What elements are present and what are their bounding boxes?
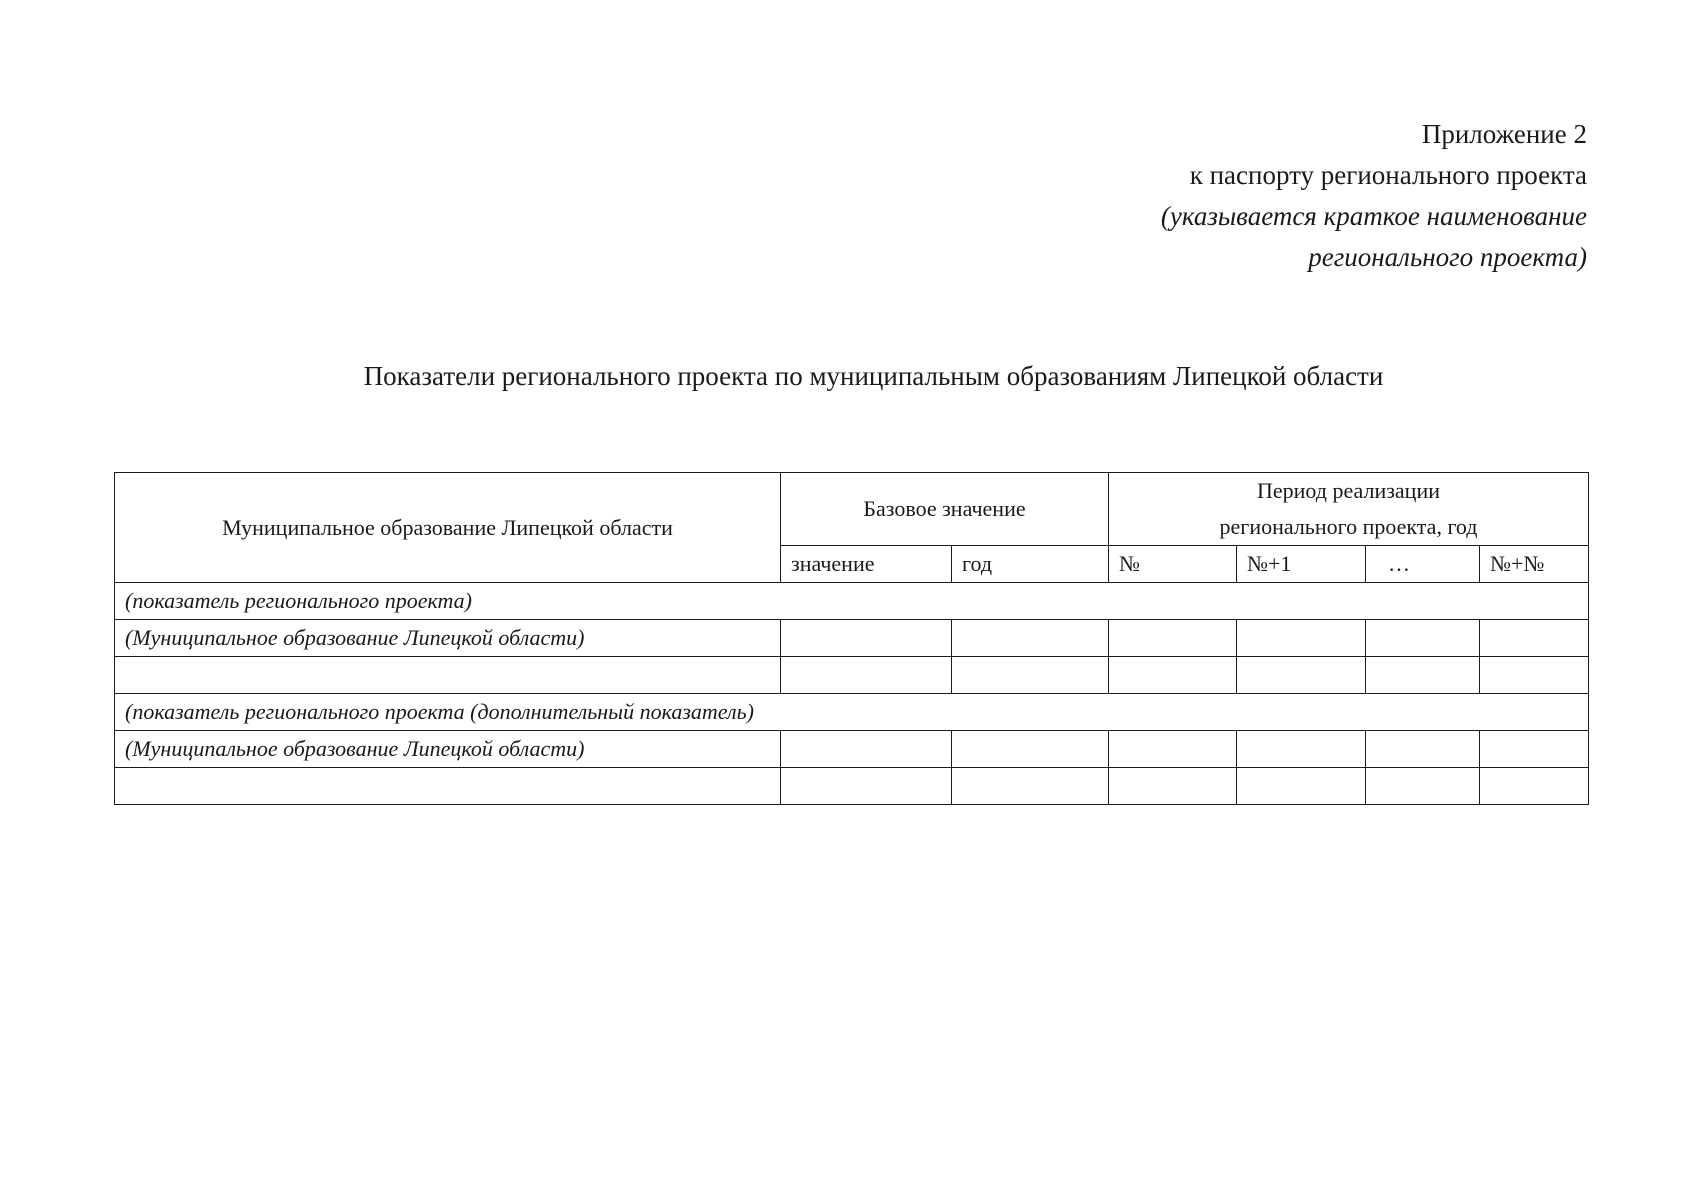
table-cell [781,768,952,805]
indicators-table [114,472,1589,805]
table-cell [1480,768,1589,805]
table-cell [952,731,1109,768]
subheader-year-nn: №+№ [1480,546,1589,583]
appendix-block [1161,114,1587,278]
subheader-year-ellipsis: … [1366,546,1480,583]
table-row [115,620,1589,657]
table-cell [781,731,952,768]
indicator-label: (показатель регионального проекта) [115,583,1589,620]
table-cell [1480,620,1589,657]
table-cell [1109,657,1237,694]
municipality-label [115,768,781,805]
header-base-value: Базовое значение [781,473,1109,546]
table-cell [1366,620,1480,657]
table-row [115,657,1589,694]
table-row [115,731,1589,768]
table-row [115,694,1589,731]
indicator-label: (показатель регионального проекта (дополнительный показатель) [115,694,1589,731]
table-cell [1109,731,1237,768]
table-row [115,583,1589,620]
appendix-reference: к паспорту регионального проекта [1189,160,1587,190]
table-cell [781,657,952,694]
appendix-note-line1: (указывается краткое наименование [1160,201,1587,231]
appendix-note-line2: регионального проекта) [1308,242,1587,272]
table-cell [781,620,952,657]
subheader-year-n1: №+1 [1237,546,1366,583]
subheader-value: значение [781,546,952,583]
table-cell [1480,657,1589,694]
table-cell [1237,620,1366,657]
subheader-year: год [952,546,1109,583]
table-row [115,768,1589,805]
table-cell [1237,731,1366,768]
table-cell [1109,620,1237,657]
header-municipality: Муниципальное образование Липецкой области [115,473,781,583]
table-cell [1366,657,1480,694]
header-period [1109,473,1589,546]
header-period-line2: регионального проекта, год [1219,514,1478,539]
table-cell [1237,768,1366,805]
table-cell [952,768,1109,805]
table-cell [952,620,1109,657]
appendix-number: Приложение 2 [1421,119,1587,149]
subheader-year-n: № [1109,546,1237,583]
table-cell [952,657,1109,694]
table-cell [1109,768,1237,805]
municipality-label [115,657,781,694]
header-period-line1: Период реализации [1257,478,1441,503]
table-cell [1237,657,1366,694]
table-cell [1480,731,1589,768]
municipality-label: (Муниципальное образование Липецкой области) [115,620,781,657]
municipality-label: (Муниципальное образование Липецкой области) [115,731,781,768]
document-title: Показатели регионального проекта по муниципальным образованиям Липецкой области [363,361,1384,391]
table-header-row [115,473,1589,546]
table-cell [1366,768,1480,805]
table-cell [1366,731,1480,768]
